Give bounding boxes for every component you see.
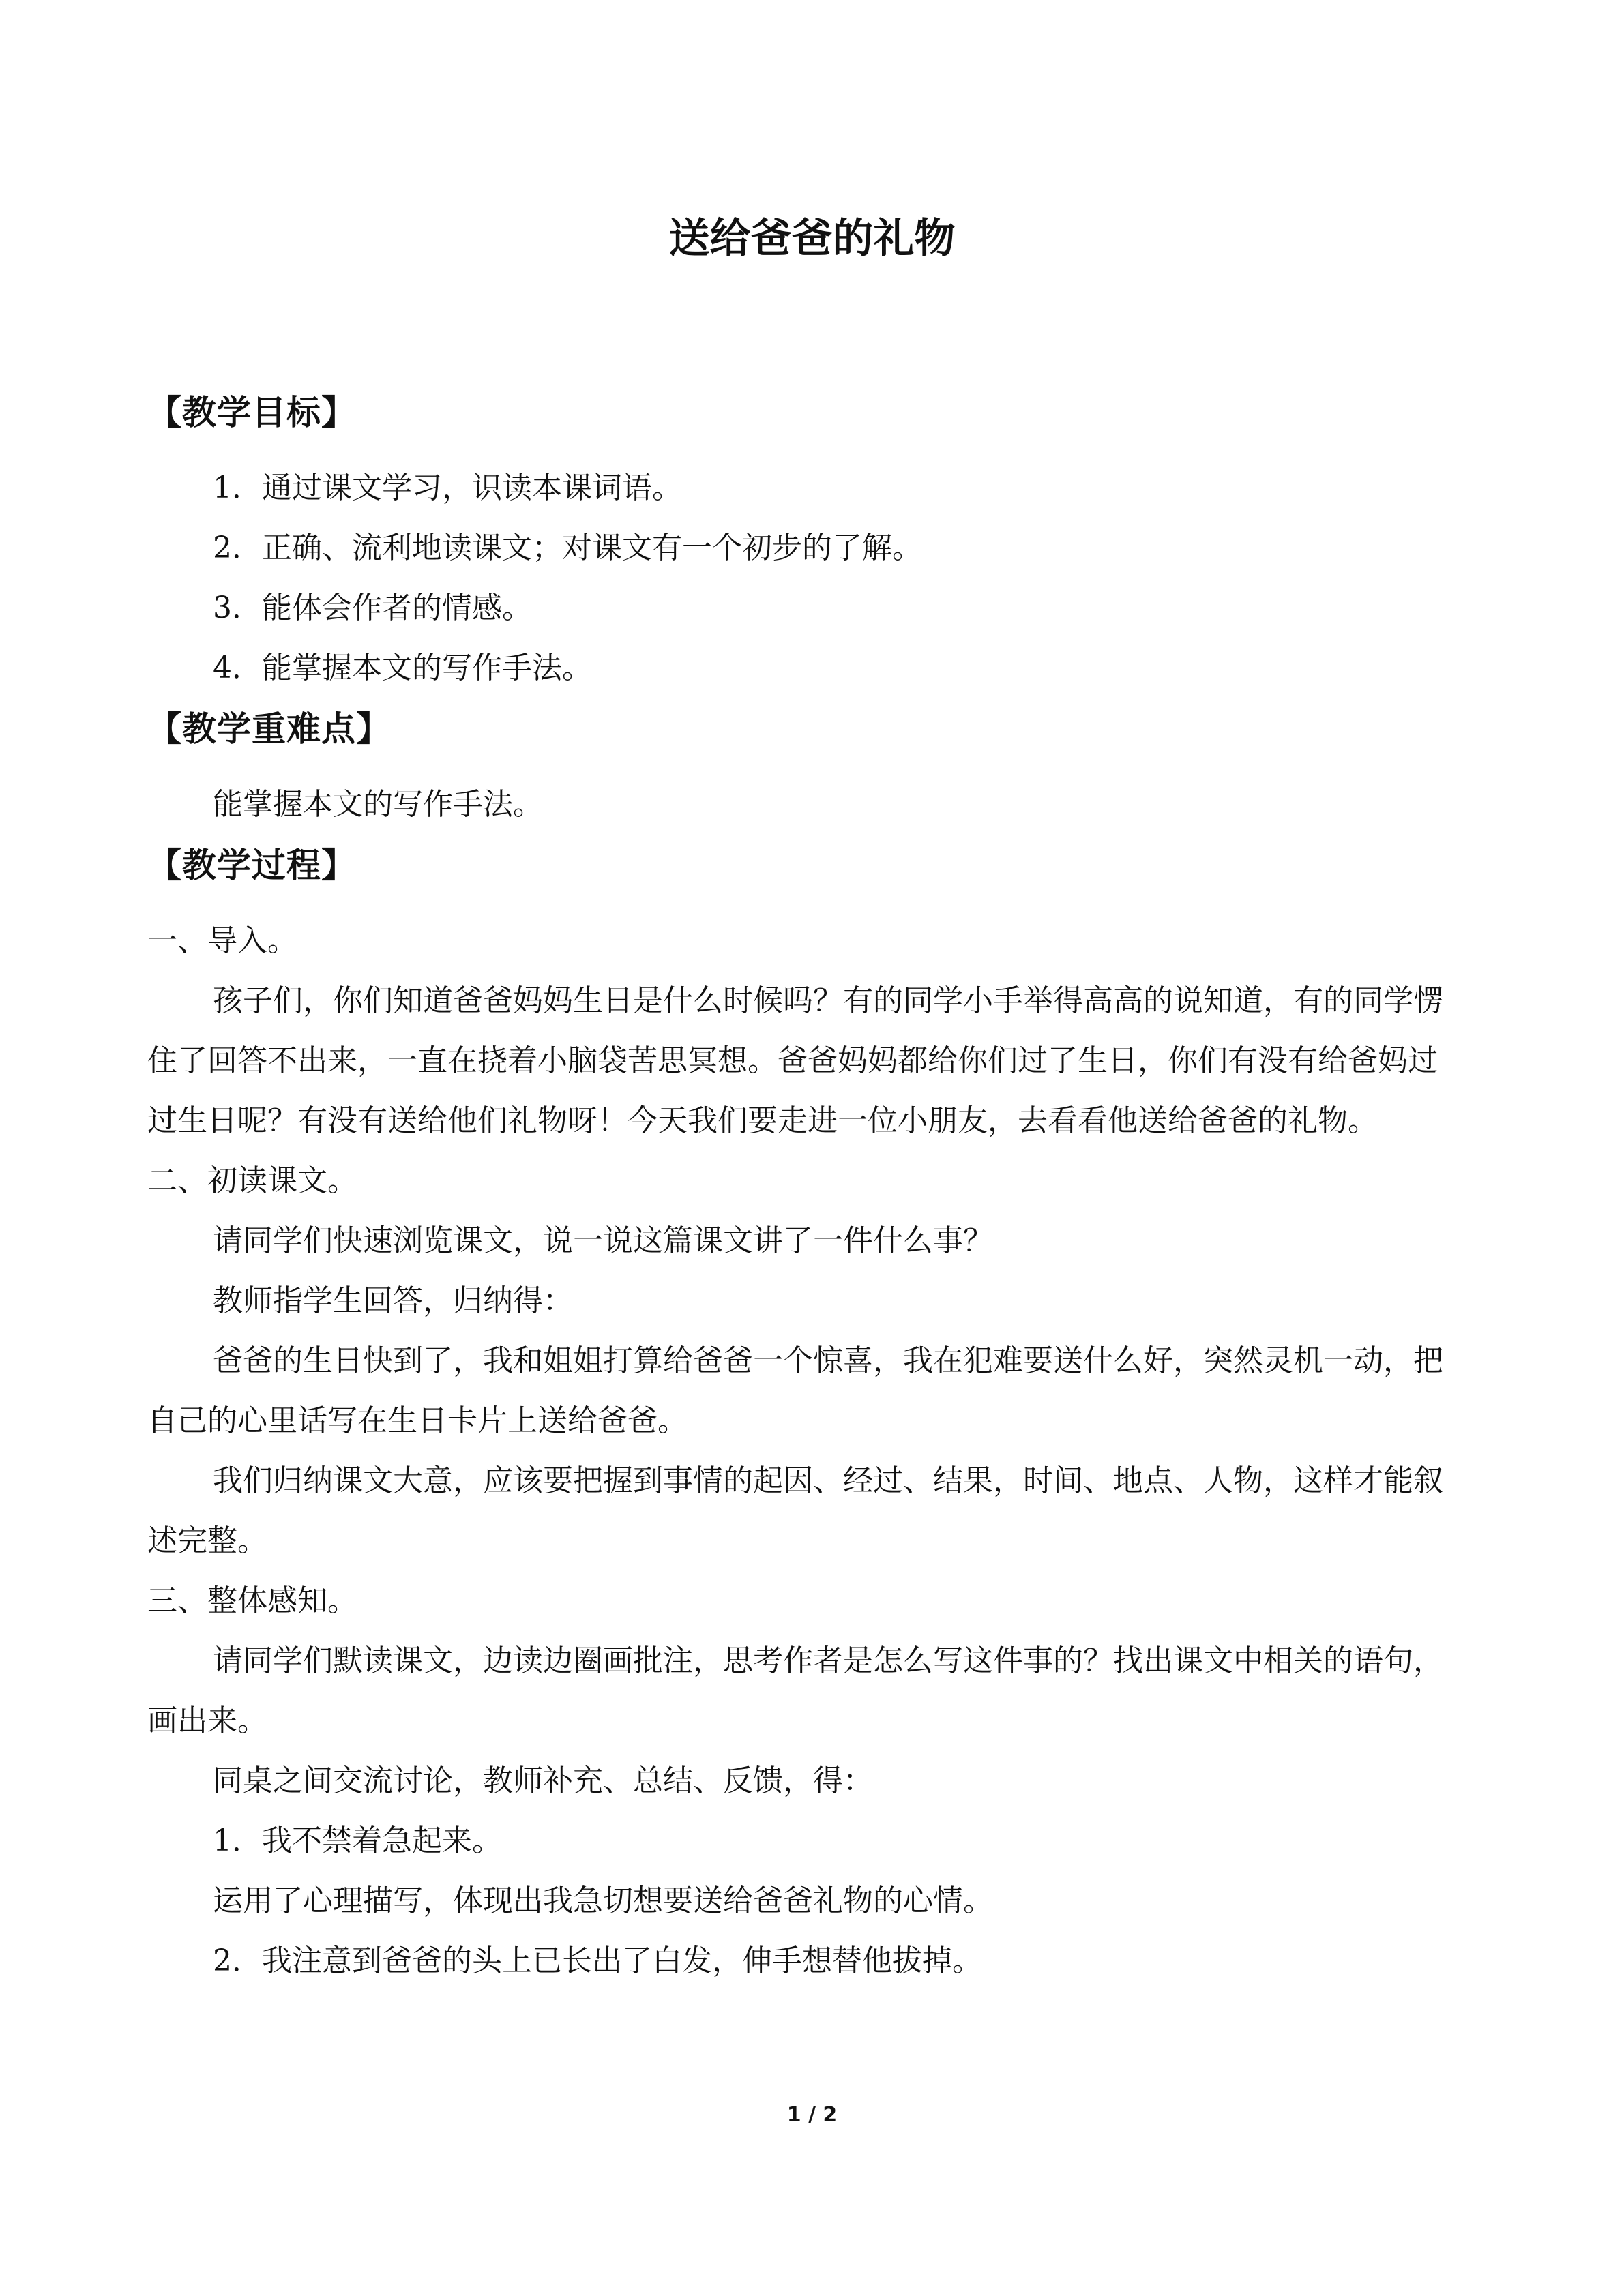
- process-step-first-read: 二、初读课文。: [147, 1163, 357, 1198]
- document-title: 送给爸爸的礼物: [668, 215, 956, 263]
- section-heading-goals: 【教学目标】: [147, 393, 356, 432]
- process-paragraph: 教师指学生回答，归纳得：: [213, 1283, 573, 1318]
- goal-item-1: 1．通过课文学习，识读本课词语。: [213, 471, 682, 505]
- document-body: [147, 382, 1457, 1991]
- process-paragraph: 1．我不禁着急起来。: [213, 1823, 502, 1858]
- process-paragraph: 2．我注意到爸爸的头上已长出了白发，伸手想替他拔掉。: [213, 1943, 982, 1978]
- process-paragraph: 运用了心理描写，体现出我急切想要送给爸爸礼物的心情。: [213, 1883, 993, 1918]
- process-paragraph: 请同学们快速浏览课文，说一说这篇课文讲了一件什么事？: [213, 1223, 993, 1258]
- process-paragraph: 同桌之间交流讨论，教师补充、总结、反馈，得：: [213, 1763, 873, 1798]
- process-step-overall: 三、整体感知。: [147, 1583, 357, 1618]
- goal-item-4: 4．能掌握本文的写作手法。: [213, 651, 592, 685]
- goal-item-2: 2．正确、流利地读课文；对课文有一个初步的了解。: [213, 531, 922, 565]
- process-paragraph: 我们归纳课文大意，应该要把握到事情的起因、经过、结果，时间、地点、人物，这样才能叙述完整。: [147, 1463, 1443, 1558]
- key-points-text: 能掌握本文的写作手法。: [213, 787, 543, 822]
- process-step-intro: 一、导入。: [147, 923, 297, 958]
- process-paragraph: 爸爸的生日快到了，我和姐姐打算给爸爸一个惊喜，我在犯难要送什么好，突然灵机一动，把自己的心里话写在生日卡片上送给爸爸。: [147, 1343, 1443, 1438]
- section-heading-process: 【教学过程】: [147, 846, 356, 885]
- goal-item-3: 3．能体会作者的情感。: [213, 591, 532, 625]
- process-paragraph: 请同学们默读课文，边读边圈画批注，思考作者是怎么写这件事的？找出课文中相关的语句，画出来。: [147, 1643, 1443, 1738]
- page-number: 1 / 2: [786, 2103, 838, 2127]
- section-heading-key-points: 【教学重难点】: [147, 709, 391, 749]
- process-paragraph: 孩子们，你们知道爸爸妈妈生日是什么时候吗？有的同学小手举得高高的说知道，有的同学愣住了回答不出来，一直在挠着小脑袋苦思冥想。爸爸妈妈都给你们过了生日，你们有没有给爸妈过过生日呢？有没有送给他们礼物呀！今天我们要走进一位小朋友，去看看他送给爸爸的礼物。: [147, 983, 1443, 1138]
